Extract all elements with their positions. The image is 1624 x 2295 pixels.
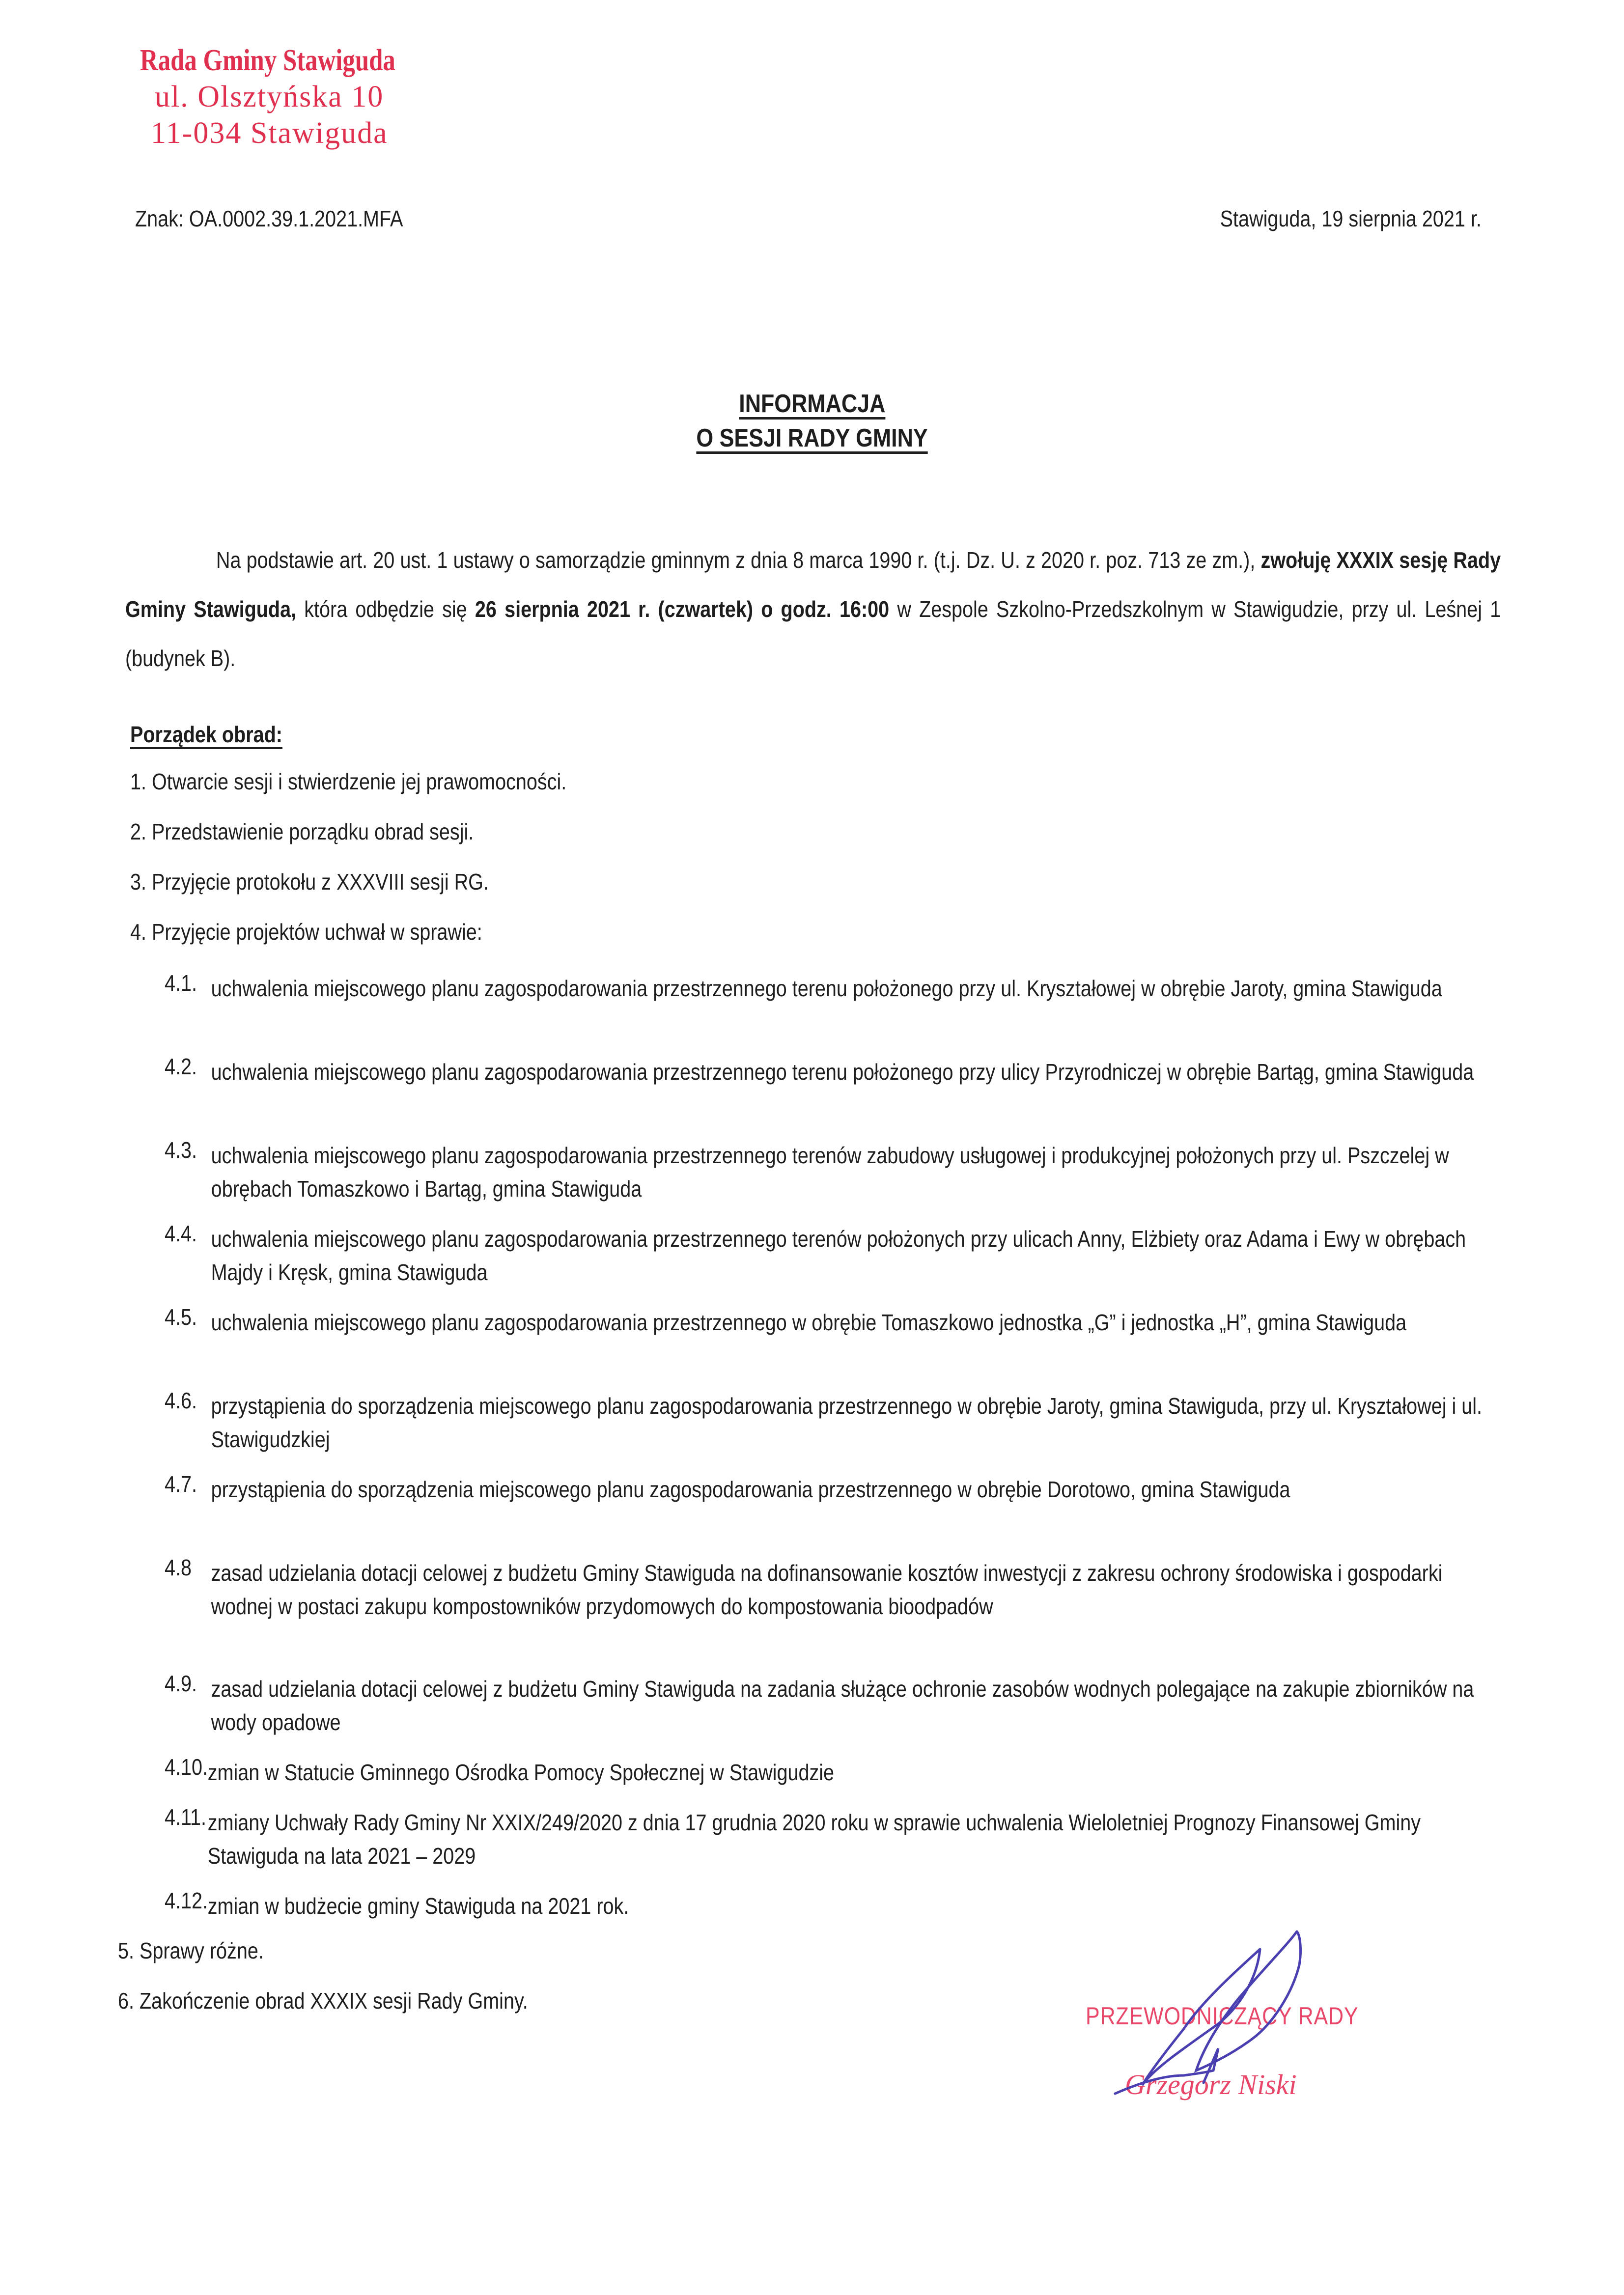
agenda-item-text: 6. Zakończenie obrad XXXIX sesji Rady Gminy. [118, 1988, 528, 2014]
subitem-text: uchwalenia miejscowego planu zagospodarowania przestrzennego terenu położonego przy ul. Kryształowej w obrębie Jaroty, gmina Stawiguda [211, 976, 1442, 1001]
subitem-text: zasad udzielania dotacji celowej z budżetu Gminy Stawiguda na zadania służące ochronie zasobów wodnych polegające na zakupie zbiorników na wody opadowe [211, 1676, 1474, 1735]
agenda-item-text: 3. Przyjęcie protokołu z XXXVIII sesji RG. [130, 869, 489, 895]
agenda-item-text: 4. Przyjęcie projektów uchwał w sprawie: [130, 919, 482, 945]
subitem-number: 4.3. [165, 1137, 197, 1163]
subitem-number: 4.9. [165, 1671, 197, 1696]
chairman-stamp-title: PRZEWODNICZĄCY RADY [1086, 2002, 1359, 2030]
subitem-text: przystąpienia do sporządzenia miejscowego planu zagospodarowania przestrzennego w obrębie Jaroty, gmina Stawiguda, przy ul. Kryształowej i ul. Stawigudzkiej [211, 1393, 1483, 1452]
session-date: 26 sierpnia 2021 r. [475, 596, 650, 622]
subitem-number: 4.4. [165, 1221, 197, 1246]
reference-text: Znak: OA.0002.39.1.2021.MFA [135, 206, 403, 231]
date-text: Stawiguda, 19 sierpnia 2021 r. [1220, 206, 1482, 231]
agenda-item-text: 2. Przedstawienie porządku obrad sesji. [130, 819, 474, 844]
subitem-text: uchwalenia miejscowego planu zagospodarowania przestrzennego terenów położonych przy ulicach Anny, Elżbiety oraz Adama i Ewy w obrębach Majdy i Kręsk, gmina Stawiguda [211, 1226, 1466, 1285]
agenda-item [118, 1989, 595, 2012]
stamp-line-council: Rada Gminy Stawiguda [140, 44, 395, 77]
intro-paragraph [125, 535, 1501, 683]
subitem-number: 4.2. [165, 1054, 197, 1079]
agenda-item [130, 921, 539, 943]
subitem-number: 4.10. [165, 1754, 208, 1780]
agenda-heading [130, 721, 307, 748]
subitem-text: zmiany Uchwały Rady Gminy Nr XXIX/249/2020 z dnia 17 grudnia 2020 roku w sprawie uchwalenia Wieloletniej Prognozy Finansowej Gminy Stawiguda na lata 2021 – 2029 [207, 1810, 1421, 1869]
subitem-number: 4.1. [165, 970, 197, 996]
subitem-text: przystąpienia do sporządzenia miejscowego planu zagospodarowania przestrzennego w obrębie Dorotowo, gmina Stawiguda [211, 1477, 1290, 1502]
title-line-2: O SESJI RADY GMINY [696, 424, 928, 452]
subitem-text: uchwalenia miejscowego planu zagospodarowania przestrzennego terenu położonego przy ulicy Przyrodniczej w obrębie Bartąg, gmina Stawiguda [211, 1059, 1474, 1085]
title-line-1: INFORMACJA [738, 390, 886, 418]
subitem-text: zmian w budżecie gminy Stawiguda na 2021 rok. [207, 1893, 629, 1919]
subitem-number: 4.6. [165, 1388, 197, 1413]
signature-stroke [1196, 1931, 1300, 2071]
council-stamp [140, 45, 451, 148]
subitem-text: zmian w Statucie Gminnego Ośrodka Pomocy Społecznej w Stawigudzie [207, 1760, 835, 1785]
agenda-item-text: 1. Otwarcie sesji i stwierdzenie jej prawomocności. [130, 769, 567, 794]
subitem-number: 4.8 [165, 1555, 192, 1580]
agenda-item [130, 870, 547, 893]
subitem-text: zasad udzielania dotacji celowej z budżetu Gminy Stawiguda na dofinansowanie kosztów inwestycji z zakresu ochrony środowiska i gospodarki wodnej w postaci zakupu kompostowników przydomowych do kompostowania bioodpadów [211, 1560, 1443, 1619]
subitem-number: 4.12. [165, 1888, 208, 1913]
session-location: w Zespole Szkolno-Przedszkolnym w Stawigudzie, przy ul. Leśnej 1 (budynek B). [125, 596, 1501, 671]
agenda-item-text: 5. Sprawy różne. [118, 1938, 264, 1963]
subitem-number: 4.11. [165, 1804, 207, 1830]
reference-number [135, 207, 447, 230]
agenda-item [130, 820, 530, 843]
intro-convocation: zwołuję XXXIX sesję Rady Gminy Stawiguda, [125, 547, 1501, 622]
stamp-line-postal: 11-034 Stawiguda [151, 116, 388, 150]
document-subtitle [0, 423, 1624, 453]
document-date [1177, 207, 1482, 230]
subitem-number: 4.7. [165, 1471, 197, 1497]
session-time: (czwartek) o godz. 16:00 [658, 596, 890, 622]
agenda-item [118, 1939, 287, 1962]
chairman-stamp-name: Grzegorz Niski [1125, 2069, 1297, 2100]
subitem-number: 4.5. [165, 1304, 197, 1330]
subitem-text: uchwalenia miejscowego planu zagospodarowania przestrzennego w obrębie Tomaszkowo jednostka „G” i jednostka „H”, gmina Stawiguda [211, 1310, 1407, 1335]
agenda-item [130, 770, 638, 793]
document-title [0, 389, 1624, 419]
agenda-heading-text: Porządek obrad: [130, 722, 282, 747]
subitem-text: uchwalenia miejscowego planu zagospodarowania przestrzennego terenów zabudowy usługowej i produkcyjnej położonych przy ul. Pszczelej w obrębach Tomaszkowo i Bartąg, gmina Stawiguda [211, 1143, 1449, 1202]
intro-text: Na podstawie art. 20 ust. 1 ustawy o samorządzie gminnym z dnia 8 marca 1990 r. (t.j. Dz. U. z 2020 r. poz. 713 ze zm.), [216, 547, 1261, 573]
stamp-line-street: ul. Olsztyńska 10 [155, 80, 384, 113]
intro-space [650, 596, 658, 622]
intro-text: która odbędzie się [296, 596, 475, 622]
